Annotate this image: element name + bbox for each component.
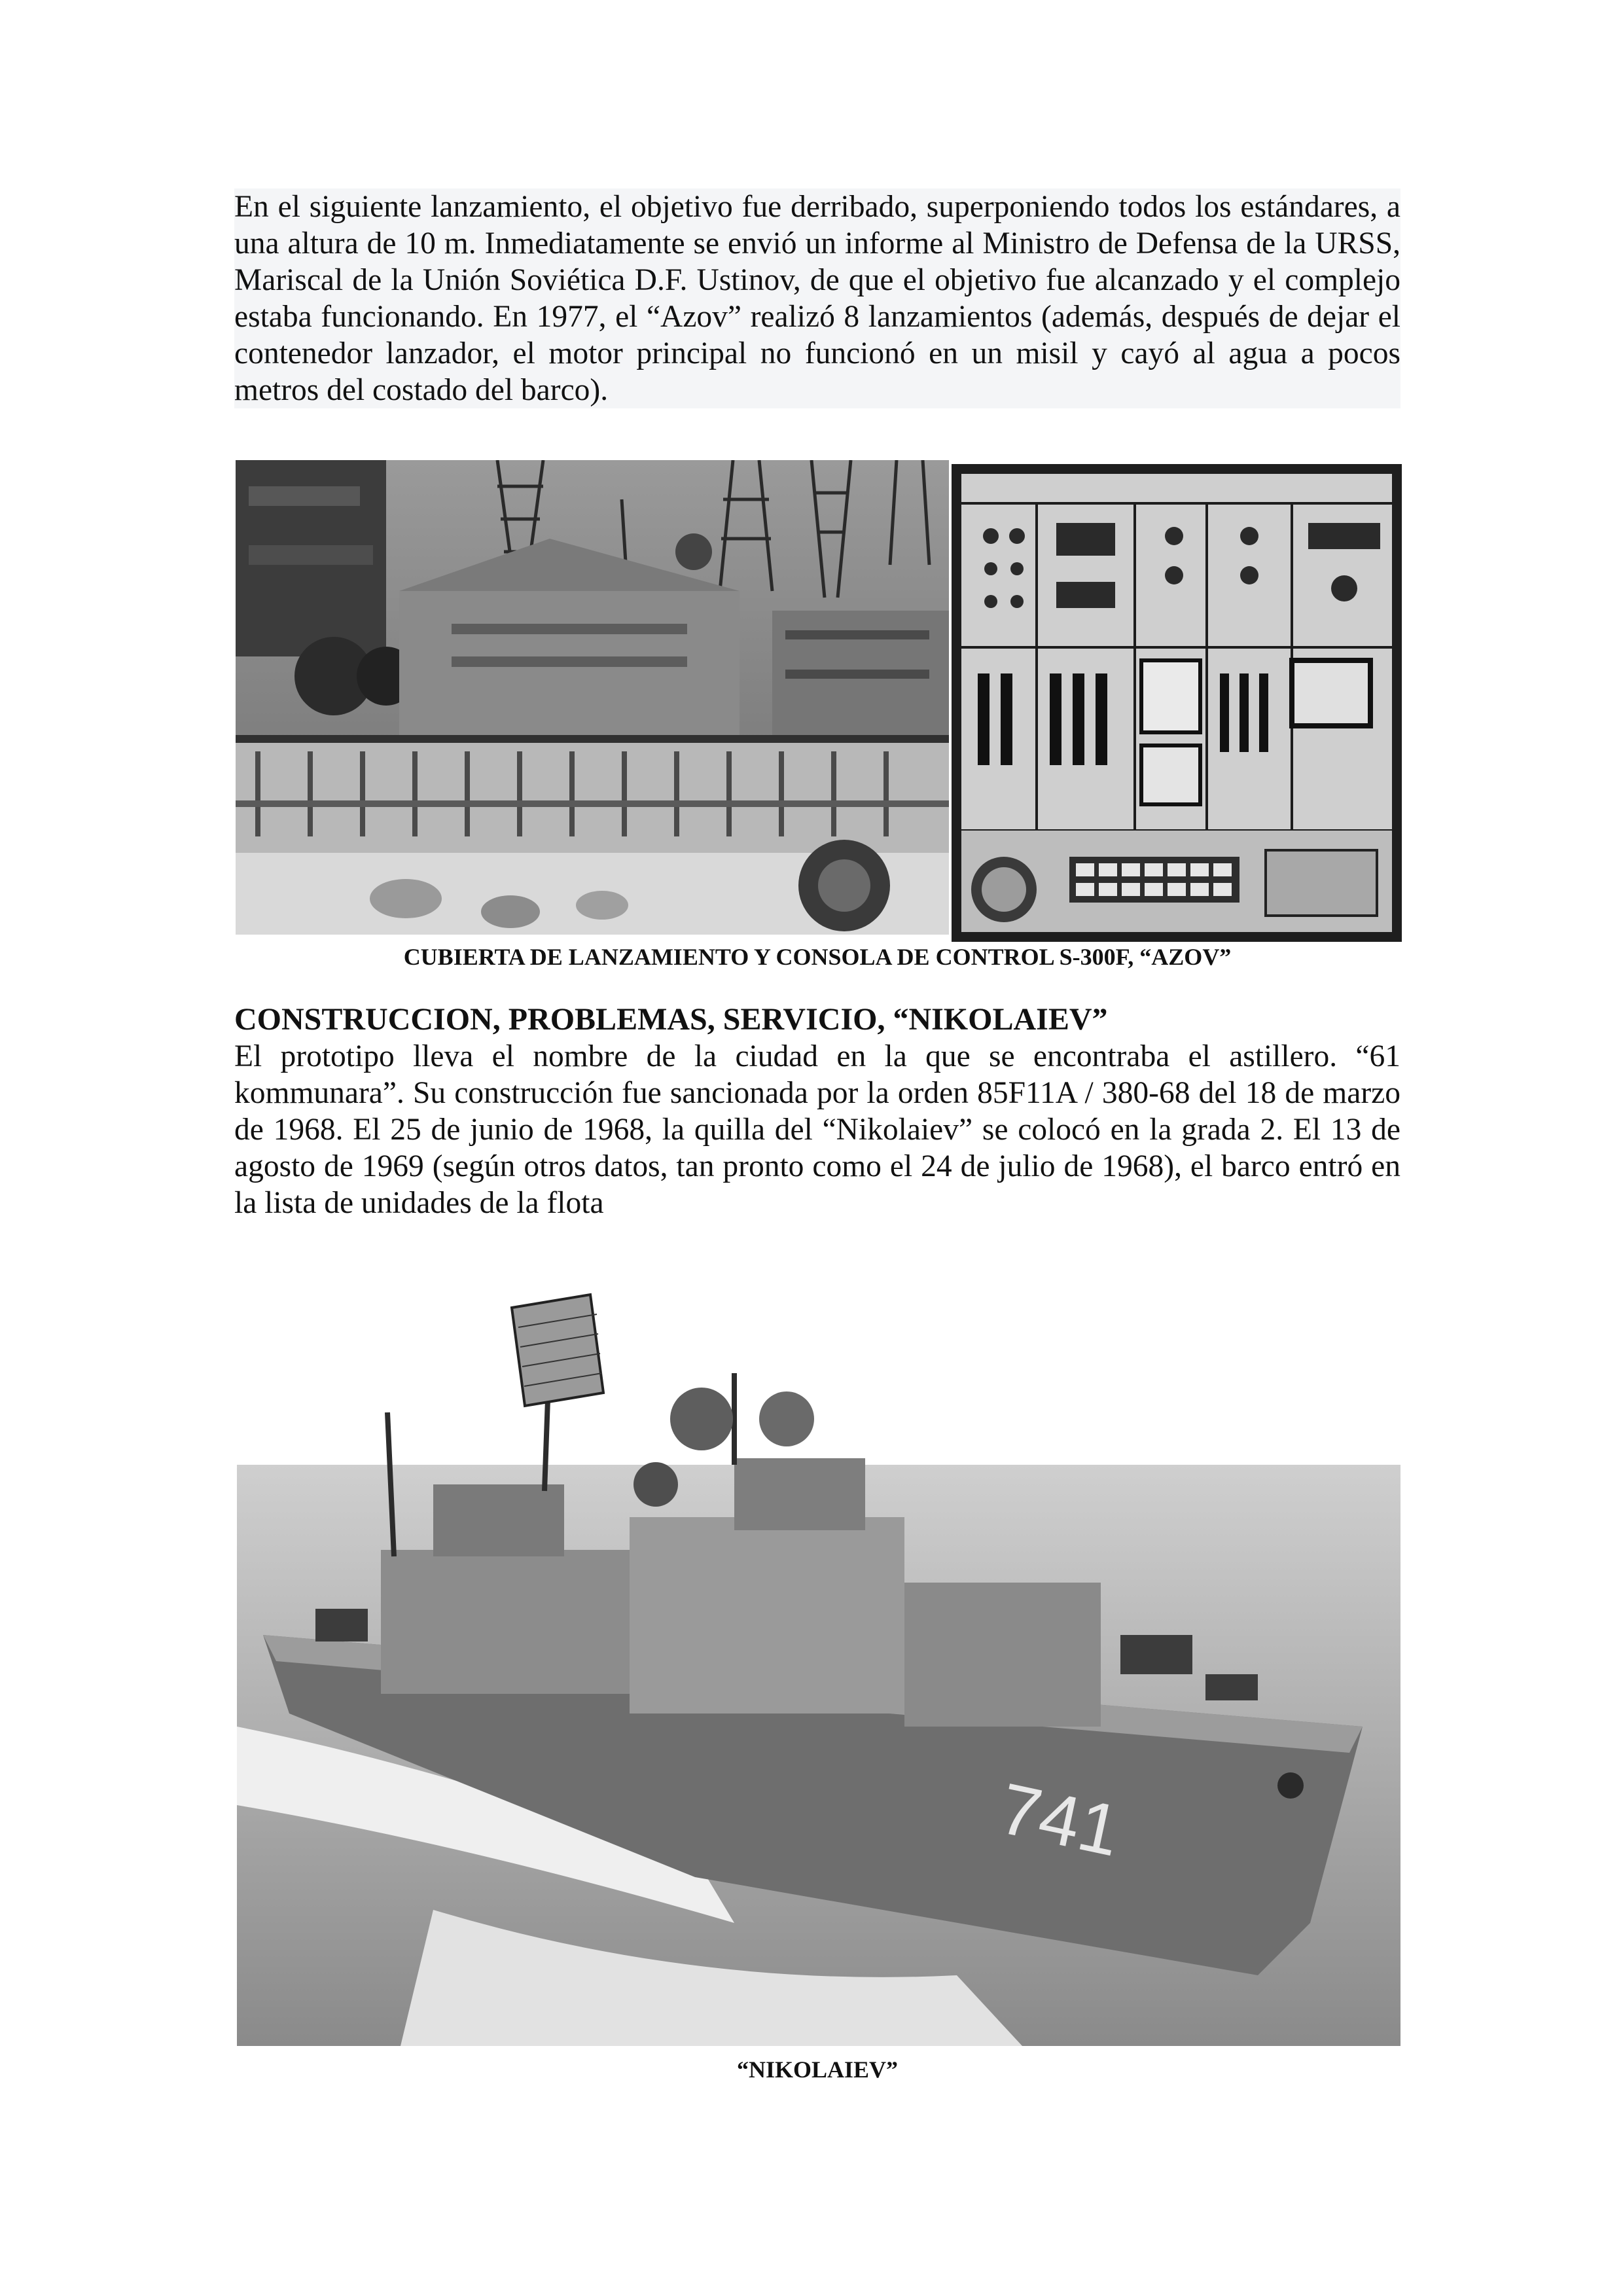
- paragraph-azov-launches: En el siguiente lanzamiento, el objetivo fue derribado, superponiendo todos los estándares, a una altura de 10 m. Inmediatamente se envió un informe al Ministro de Defensa de la URSS, Mariscal de la Unión Soviética D.F. Ustinov, de que el objetivo fue alcanzado y el complejo estaba funcionando. En 1977, el “Azov” realizó 8 lanzamientos (además, después de dejar el contenedor lanzador, el motor principal no funcionó en un misil y cayó al agua a pocos metros del costado del barco).: [234, 190, 1400, 407]
- caption-nikolaiev: “NIKOLAIEV”: [736, 2056, 899, 2083]
- caption-launch-deck-console: CUBIERTA DE LANZAMIENTO Y CONSOLA DE CONTROL S-300F, “AZOV”: [403, 944, 1232, 970]
- hull-number: 741: [993, 1768, 1128, 1872]
- nikolaiev-ship-photo: [237, 1268, 1400, 2046]
- paragraph-nikolaiev-construction: El prototipo lleva el nombre de la ciudad en la que se encontraba el astillero. “61 kommunara”. Su construcción fue sancionada por la orden 85F11A / 380-68 del 18 de marzo de 1968. El 25 de junio de 1968, la quilla del “Nikolaiev” se colocó en la grada 2. El 13 de agosto de 1969 (según otros datos, tan pronto como el 24 de julio de 1968), el barco entró en la lista de unidades de la flota: [234, 1039, 1400, 1220]
- launch-deck-photo: [236, 460, 949, 935]
- section-heading: CONSTRUCCION, PROBLEMAS, SERVICIO, “NIKOLAIEV”: [234, 1002, 1108, 1037]
- control-console-photo: [952, 464, 1402, 942]
